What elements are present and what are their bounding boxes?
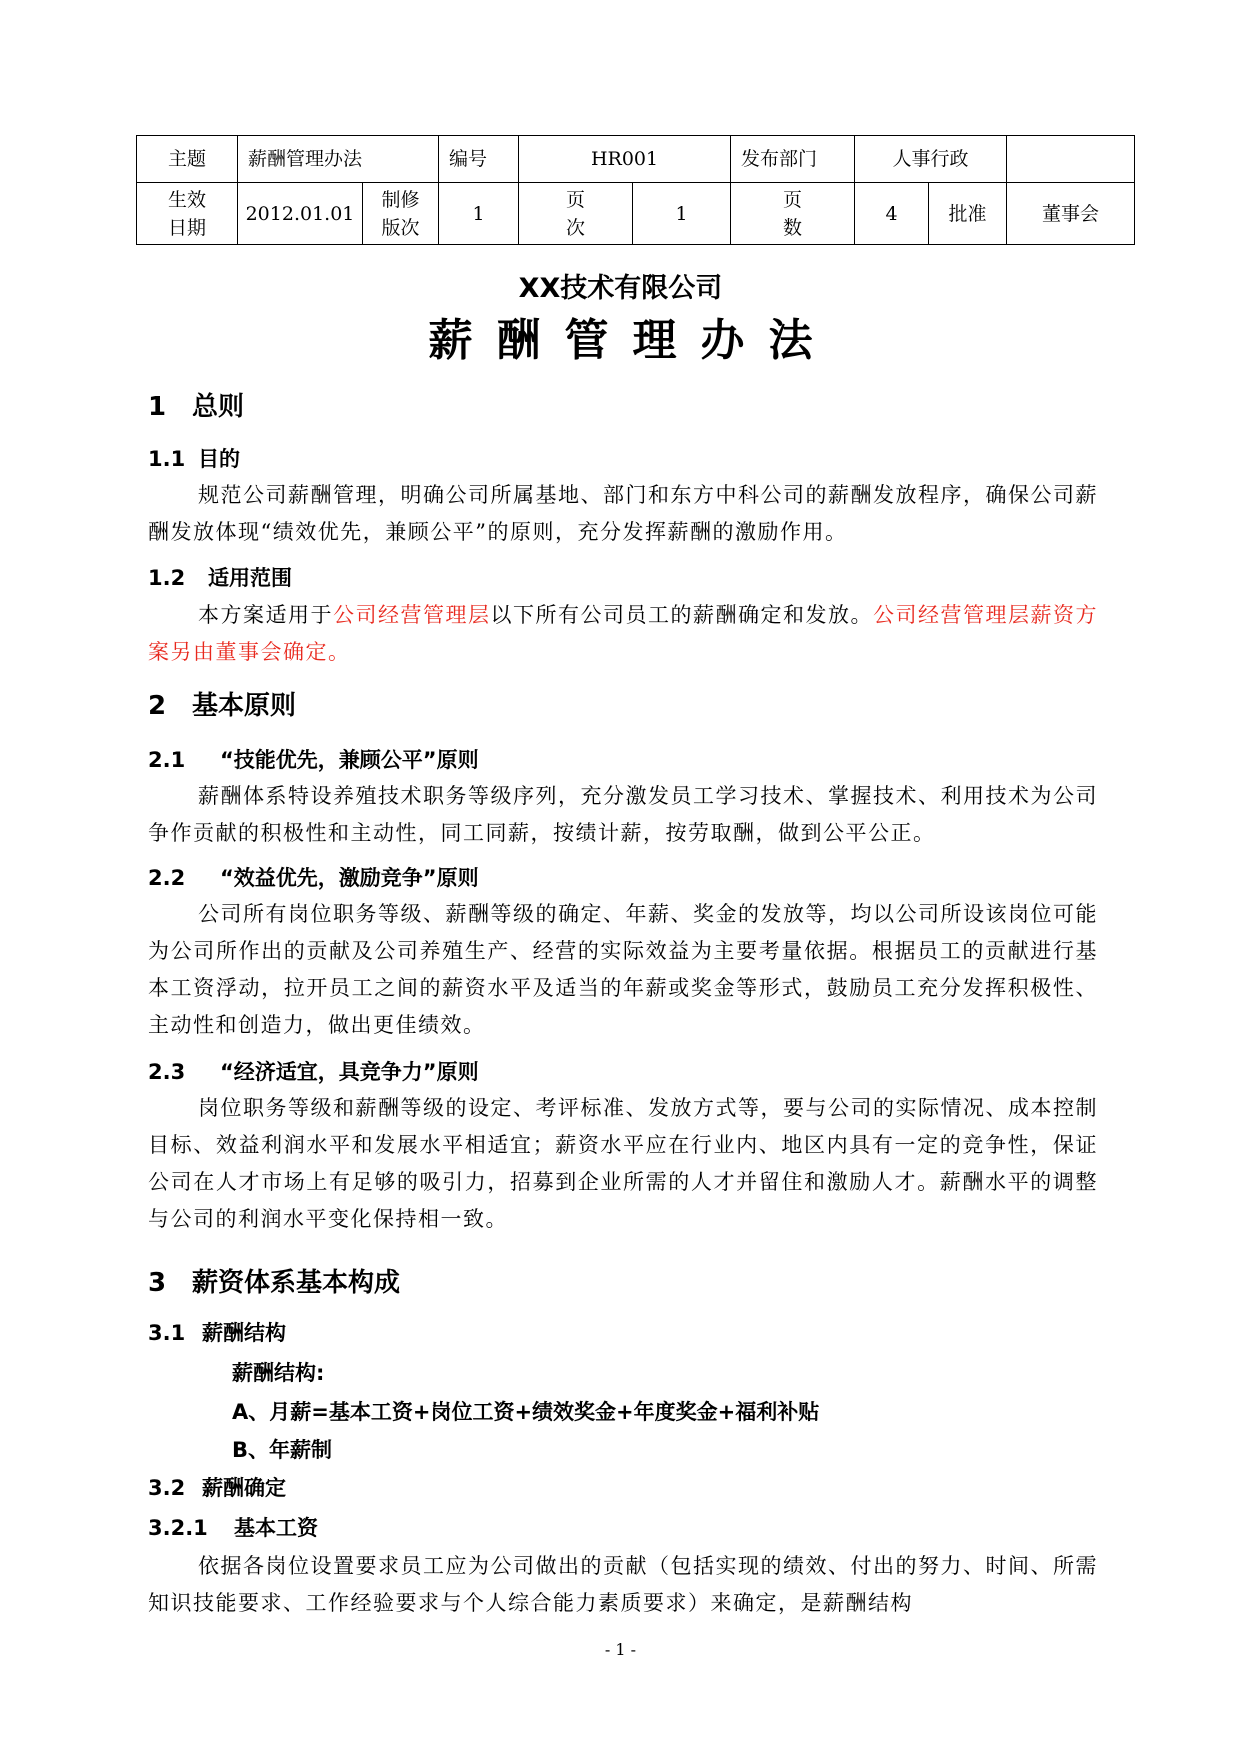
empty-cell: [1007, 136, 1135, 183]
approve-label: 批准: [929, 183, 1007, 245]
paragraph-1-1: 规范公司薪酬管理，明确公司所属基地、部门和东方中科公司的薪酬发放程序，确保公司薪酬发放体现“绩效优先，兼顾公平”的原则，充分发挥薪酬的激励作用。: [148, 483, 1098, 544]
code-label: 编号: [439, 136, 519, 183]
salary-structure-label: 薪酬结构:: [232, 1361, 325, 1385]
section-heading-2-1: 2.1 “技能优先，兼顾公平”原则: [148, 748, 479, 772]
section-heading-3-1: 3.1 薪酬结构: [148, 1321, 286, 1345]
paragraph-2-3: 岗位职务等级和薪酬等级的设定、考评标准、发放方式等，要与公司的实际情况、成本控制目标、效益利润水平和发展水平相适宜；薪资水平应在行业内、地区内具有一定的竞争性，保证公司在人才市场上有足够的吸引力，招募到企业所需的人才并留住和激励人才。薪酬水平的调整与公司的利润水平变化保持相一致。: [148, 1096, 1098, 1231]
paragraph-2-2: 公司所有岗位职务等级、薪酬等级的确定、年薪、奖金的发放等，均以公司所设该岗位可能为公司所作出的贡献及公司养殖生产、经营的实际效益为主要考量依据。根据员工的贡献进行基本工资浮动，拉开员工之间的薪资水平及适当的年薪或奖金等形式，鼓励员工充分发挥积极性、主动性和创造力，做出更佳绩效。: [148, 902, 1098, 1037]
code-value: HR001: [519, 136, 731, 183]
section-heading-3: 3 薪资体系基本构成: [148, 1268, 401, 1298]
pages-label: 页 数: [731, 183, 855, 245]
pages-value: 4: [855, 183, 929, 245]
page-label: 页 次: [519, 183, 633, 245]
page-number-footer: - 1 -: [604, 1640, 637, 1659]
paragraph-2-1: 薪酬体系特设养殖技术职务等级序列，充分激发员工学习技术、掌握技术、利用技术为公司争作贡献的积极性和主动性，同工同薪，按绩计薪，按劳取酬，做到公平公正。: [148, 784, 1098, 845]
section-heading-2: 2 基本原则: [148, 691, 297, 721]
document-title: 薪酬管理办法: [428, 315, 837, 366]
dept-value: 人事行政: [855, 136, 1007, 183]
revision-value: 1: [439, 183, 519, 245]
paragraph-3-2-1: 依据各岗位设置要求员工应为公司做出的贡献（包括实现的绩效、付出的努力、时间、所需知识技能要求、工作经验要求与个人综合能力素质要求）来确定，是薪酬结构: [148, 1554, 1098, 1615]
section-heading-1: 1 总则: [148, 392, 245, 422]
section-heading-1-1: 1.1 目的: [148, 447, 240, 471]
section-heading-2-2: 2.2 “效益优先，激励竞争”原则: [148, 866, 479, 890]
dept-label: 发布部门: [731, 136, 855, 183]
topic-value: 薪酬管理办法: [238, 136, 439, 183]
approve-value: 董事会: [1007, 183, 1135, 245]
effective-date-value: 2012.01.01: [238, 183, 363, 245]
revision-label: 制修 版次: [363, 183, 439, 245]
document-header-table: [136, 135, 1135, 245]
effective-date-label: 生效 日期: [137, 183, 238, 245]
highlight-text: 公司经营管理层: [333, 603, 491, 627]
company-name: XX技术有限公司: [518, 273, 723, 304]
topic-label: 主题: [137, 136, 238, 183]
section-heading-3-2: 3.2 薪酬确定: [148, 1476, 286, 1500]
section-heading-2-3: 2.3 “经济适宜，具竞争力”原则: [148, 1060, 479, 1084]
section-heading-3-2-1: 3.2.1 基本工资: [148, 1516, 318, 1540]
page-value: 1: [633, 183, 731, 245]
highlight-text: 公司经营管理层薪资方案另由董事会确定。: [148, 603, 1098, 664]
section-heading-1-2: 1.2 适用范围: [148, 566, 292, 590]
salary-structure-item-a: A、月薪=基本工资+岗位工资+绩效奖金+年度奖金+福利补贴: [232, 1400, 820, 1424]
paragraph-1-2: 本方案适用于公司经营管理层以下所有公司员工的薪酬确定和发放。公司经营管理层薪资方案另由董事会确定。: [148, 603, 1098, 664]
salary-structure-item-b: B、年薪制: [232, 1438, 333, 1462]
